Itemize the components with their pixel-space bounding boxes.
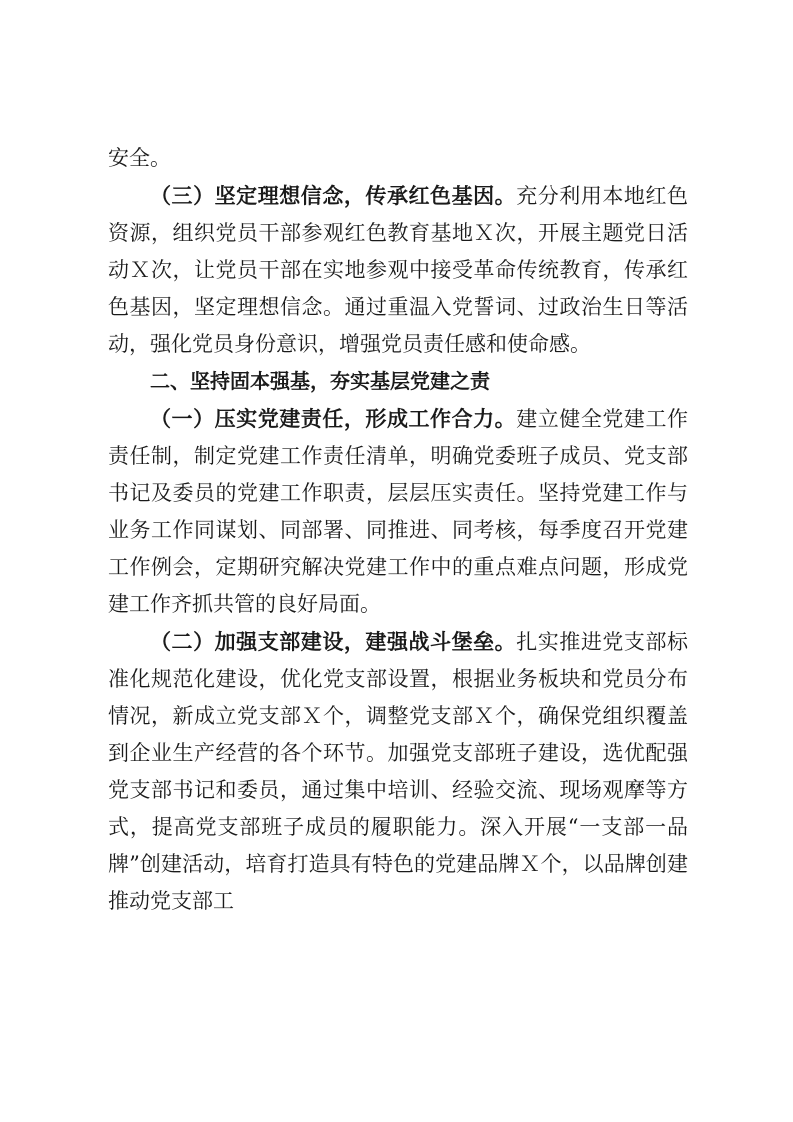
- paragraph-lead-heading: （一）压实党建责任，形成工作合力。: [150, 406, 517, 431]
- paragraph-text: 充分利用本地红色资源，组织党员干部参观红色教育基地Ｘ次，开展主题党日活动Ｘ次，让党员干部在实地参观中接受革命传统教育，传承红色基因，坚定理想信念。通过重温入党誓词、过政治生日等活动，强化党员身份意识，增强党员责任感和使命感。: [108, 184, 689, 356]
- paragraph-lead-heading: （二）加强支部建设，建强战斗堡垒。: [150, 629, 517, 654]
- paragraph-text: 建立健全党建工作责任制，制定党建工作责任清单，明确党委班子成员、党支部书记及委员的党建工作职责，层层压实责任。坚持党建工作与业务工作同谋划、同部署、同推进、同考核，每季度召开党建工作例会，定期研究解决党建工作中的重点难点问题，形成党建工作齐抓共管的良好局面。: [108, 407, 689, 616]
- paragraph-2-branch-building: [108, 623, 688, 920]
- document-body: [108, 140, 688, 920]
- paragraph-1-party-responsibility: [108, 400, 688, 623]
- paragraph-text: 安全。: [108, 146, 171, 170]
- section-heading-two: 二、坚持固本强基，夯实基层党建之责: [150, 369, 490, 393]
- paragraph-3-firm-ideals: [108, 177, 688, 363]
- paragraph-text: 扎实推进党支部标准化规范化建设，优化党支部设置，根据业务板块和党员分布情况，新成立党支部Ｘ个，调整党支部Ｘ个，确保党组织覆盖到企业生产经营的各个环节。加强党支部班子建设，选优配强党支部书记和委员，通过集中培训、经验交流、现场观摩等方式，提高党支部班子成员的履职能力。深入开展“一支部一品牌”创建活动，培育打造具有特色的党建品牌Ｘ个，以品牌创建推动党支部工: [108, 630, 689, 913]
- paragraph-lead-heading: （三）坚定理想信念，传承红色基因。: [150, 183, 517, 208]
- paragraph-continuation: [108, 140, 688, 177]
